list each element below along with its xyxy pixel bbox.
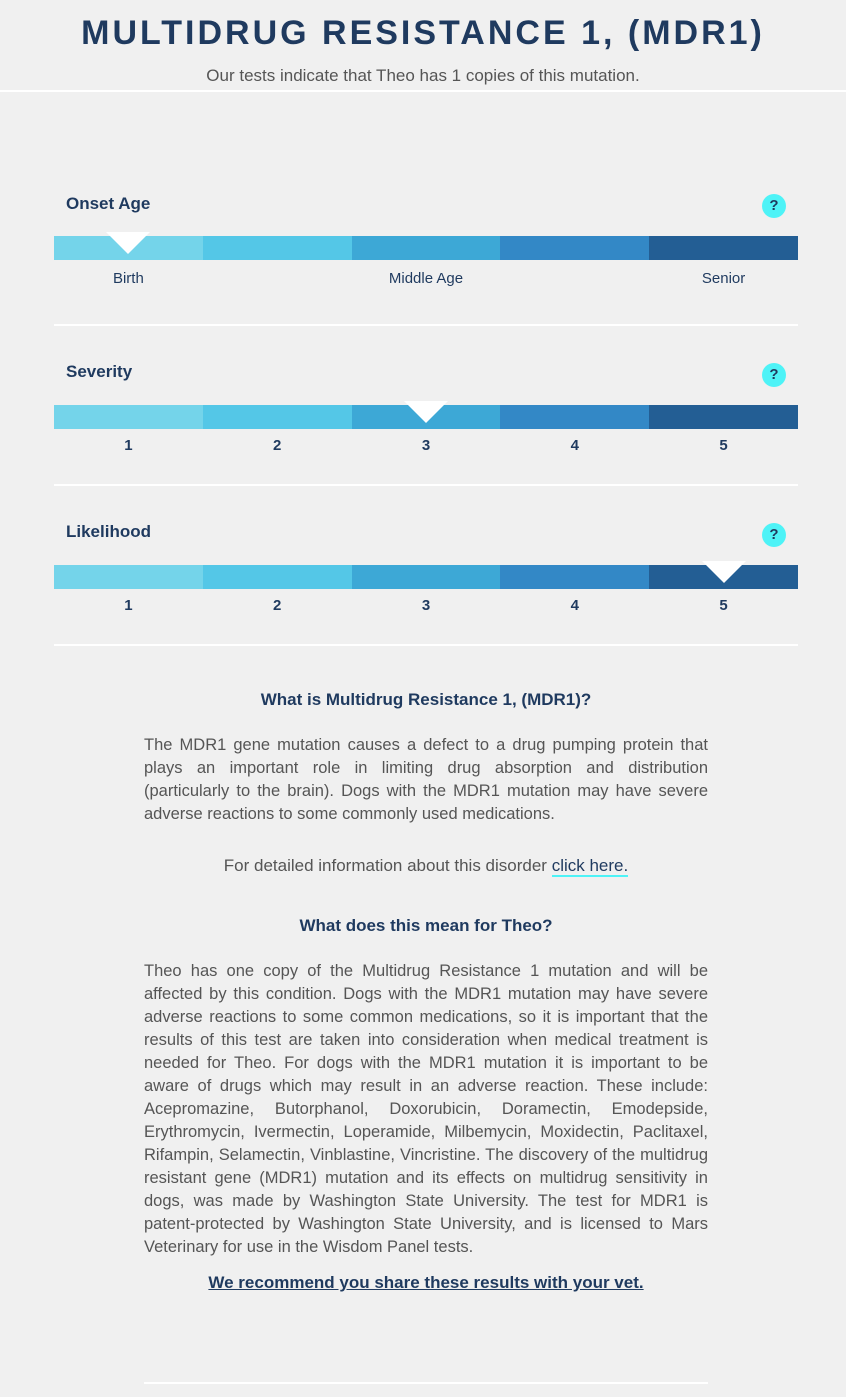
likelihood-marker xyxy=(702,561,746,583)
severity-segment-2 xyxy=(203,405,352,429)
severity-segment-1 xyxy=(54,405,203,429)
likelihood-tick-3: 3 xyxy=(421,597,431,614)
share-with-vet-link[interactable]: We recommend you share these results with your vet. xyxy=(208,1273,644,1292)
severity-label: Severity xyxy=(66,362,133,381)
likelihood-help-icon[interactable]: ? xyxy=(762,523,786,547)
onset-age-ticks xyxy=(54,270,798,287)
severity-tick-3: 3 xyxy=(421,437,431,454)
severity-tick-1: 1 xyxy=(124,437,133,454)
onset-age-bar xyxy=(54,236,798,260)
severity-tick-4: 4 xyxy=(570,437,579,454)
severity-help-icon[interactable]: ? xyxy=(762,363,786,387)
onset-age-tick-3: Middle Age xyxy=(388,270,464,287)
onset-age-label: Onset Age xyxy=(66,194,151,213)
about-body: The MDR1 gene mutation causes a defect to a drug pumping protein that plays an important role in limiting drug absorption and distribution (particularly to the brain). Dogs with the MDR1 mutation may have severe adverse reactions to some commonly used medications. xyxy=(144,736,708,823)
onset-age-tick-5: Senior xyxy=(701,270,746,287)
severity-scale xyxy=(54,326,798,486)
likelihood-scale xyxy=(54,486,798,646)
page-title: MULTIDRUG RESISTANCE 1, (MDR1) xyxy=(81,14,765,52)
likelihood-ticks xyxy=(54,597,798,614)
severity-tick-5: 5 xyxy=(719,437,728,454)
click-here-link[interactable]: click here. xyxy=(551,856,629,875)
likelihood-tick-5: 5 xyxy=(719,597,728,614)
about-heading: What is Multidrug Resistance 1, (MDR1)? xyxy=(260,690,592,709)
condition-description xyxy=(144,690,708,1293)
detailed-info-text: For detailed information about this disorder xyxy=(223,856,552,875)
likelihood-tick-4: 4 xyxy=(570,597,579,614)
severity-segment-4 xyxy=(500,405,649,429)
likelihood-tick-1: 1 xyxy=(124,597,133,614)
meaning-body: Theo has one copy of the Multidrug Resistance 1 mutation and will be affected by this condition. Dogs with the MDR1 mutation may have severe adverse reactions to some common medications, so it is important that the results of this test are taken into consideration when medical treatment is needed for Theo. For dogs with the MDR1 mutation it is important to be aware of drugs which may result in an adverse reaction. These include: Acepromazine, Butorphanol, Doxorubicin, Doramectin, Emodepside, Erythromycin, Ivermectin, Loperamide, Milbemycin, Moxidectin, Paclitaxel, Rifampin, Selamectin, Vinblastine, Vincristine. The discovery of the multidrug resistant gene (MDR1) mutation and its effects on multidrug sensitivity in dogs, was made by Washington State University. The test for MDR1 is patent-protected by Washington State University, and is licensed to Mars Veterinary for use in the Wisdom Panel tests. xyxy=(144,962,708,1256)
page-subtitle: Our tests indicate that Theo has 1 copies of this mutation. xyxy=(206,66,640,85)
meaning-heading: What does this mean for Theo? xyxy=(299,916,553,935)
onset-age-marker xyxy=(106,232,150,254)
likelihood-tick-2: 2 xyxy=(273,597,282,614)
onset-age-tick-1: Birth xyxy=(112,270,144,287)
likelihood-label: Likelihood xyxy=(66,522,151,541)
onset-age-scale xyxy=(54,108,798,326)
likelihood-segment-2 xyxy=(203,565,352,589)
onset-age-segment-2 xyxy=(203,236,352,260)
onset-age-help-icon[interactable]: ? xyxy=(762,194,786,218)
severity-ticks xyxy=(54,437,798,454)
onset-age-segment-5 xyxy=(649,236,798,260)
likelihood-segment-1 xyxy=(54,565,203,589)
severity-marker xyxy=(404,401,448,423)
likelihood-segment-3 xyxy=(352,565,501,589)
likelihood-bar xyxy=(54,565,798,589)
risk-scales xyxy=(54,108,798,646)
footer-divider xyxy=(144,1382,708,1384)
detailed-info-line xyxy=(144,856,708,876)
severity-segment-5 xyxy=(649,405,798,429)
onset-age-segment-4 xyxy=(500,236,649,260)
onset-age-tick-2 xyxy=(203,270,352,287)
page-header xyxy=(0,0,846,92)
onset-age-tick-4 xyxy=(500,270,649,287)
severity-tick-2: 2 xyxy=(273,437,282,454)
onset-age-segment-3 xyxy=(352,236,501,260)
likelihood-segment-4 xyxy=(500,565,649,589)
